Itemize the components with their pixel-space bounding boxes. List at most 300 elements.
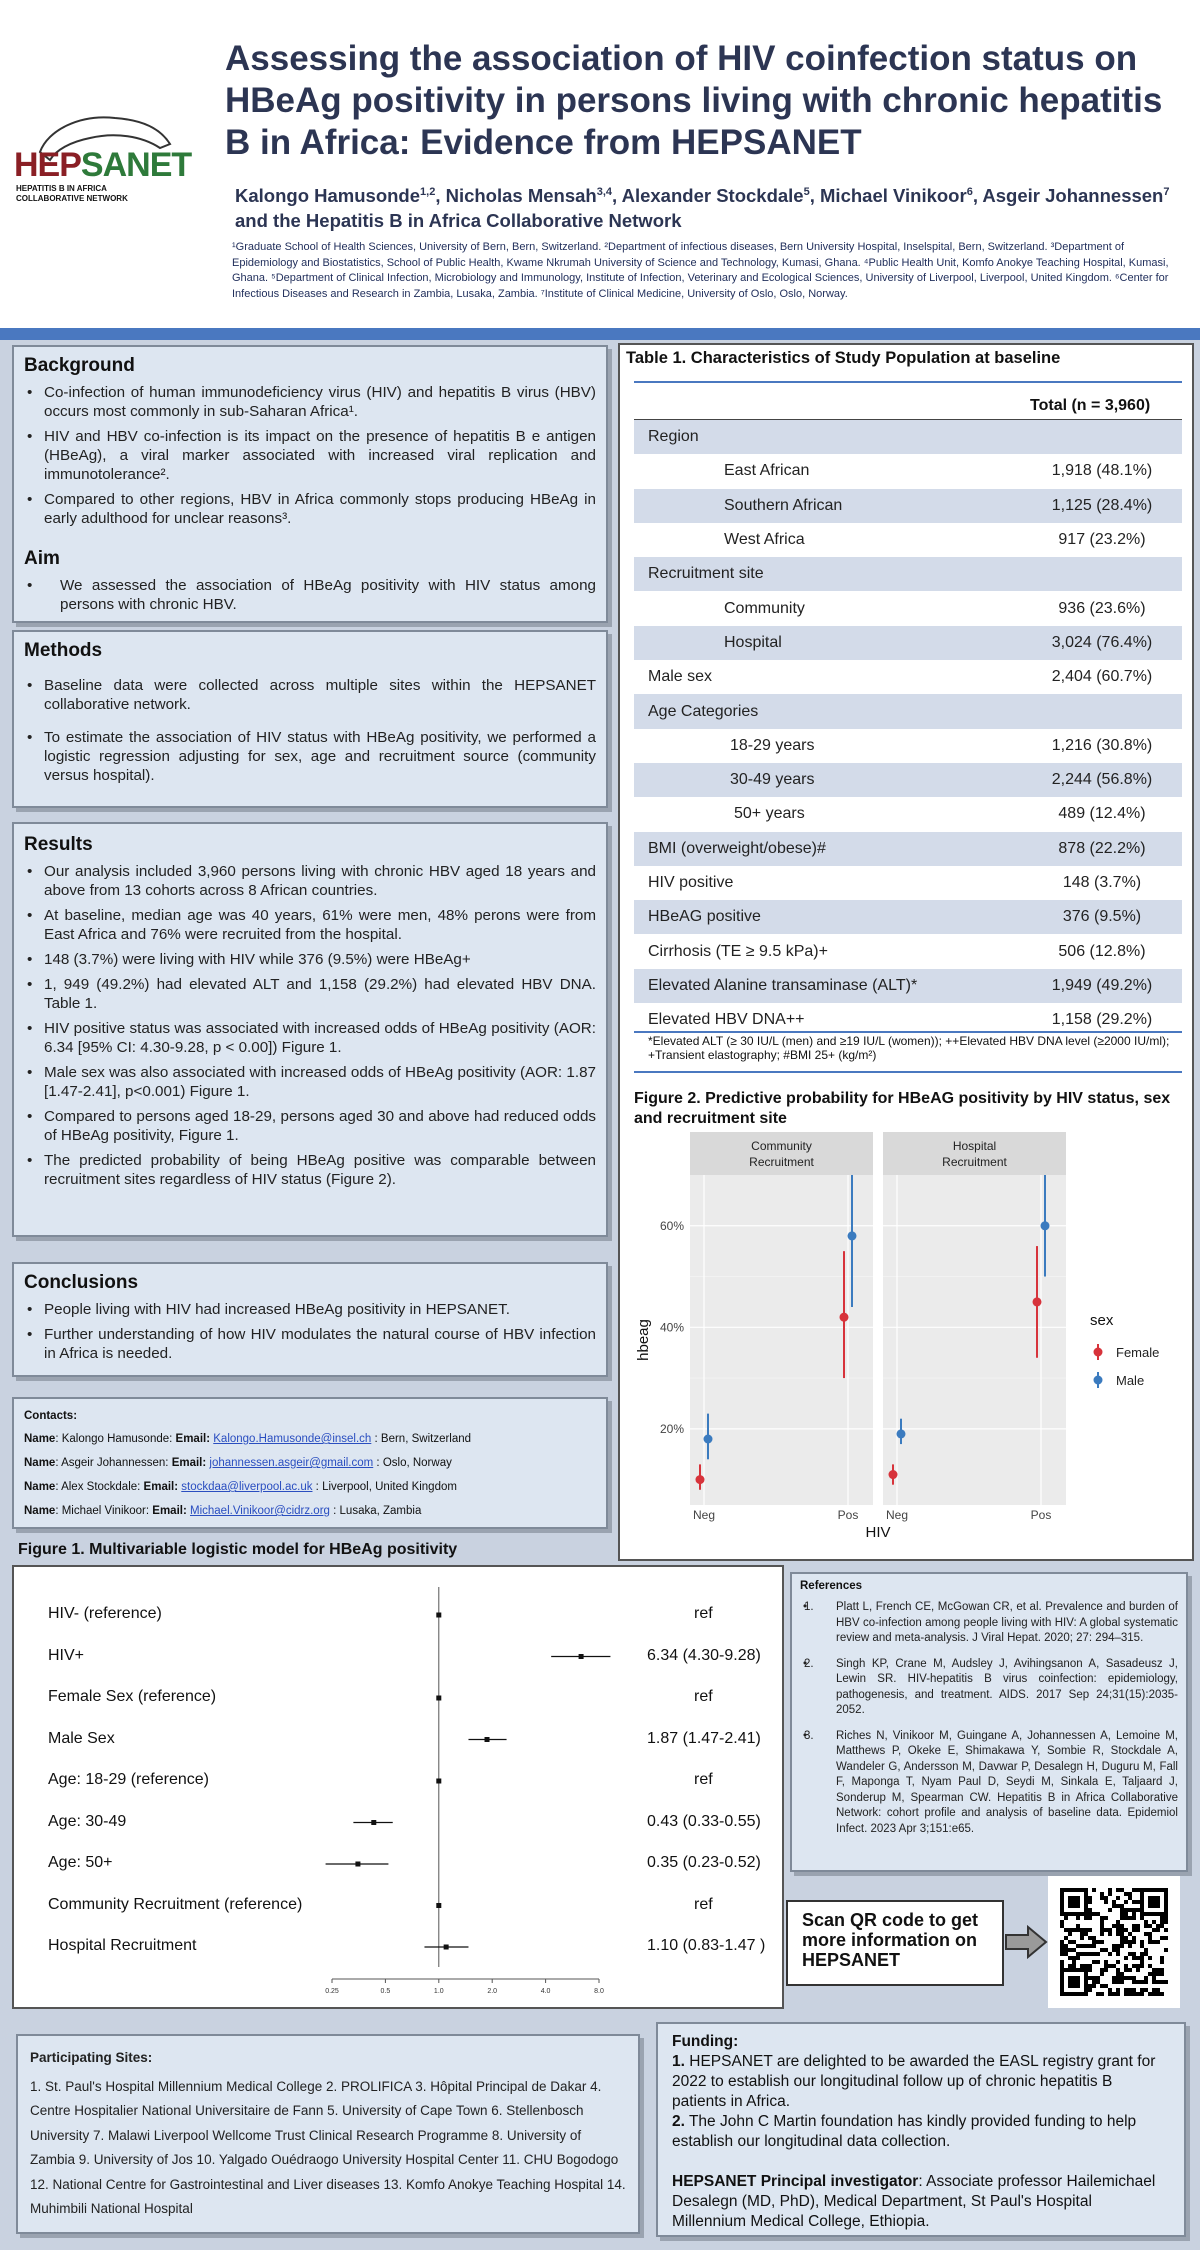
qr-module bbox=[1084, 1932, 1088, 1936]
methods-heading: Methods bbox=[24, 640, 103, 661]
table-row bbox=[634, 660, 1182, 694]
qr-module bbox=[1132, 1988, 1136, 1992]
facet-plot-area bbox=[690, 1175, 873, 1505]
qr-module bbox=[1160, 1980, 1164, 1984]
qr-module bbox=[1160, 1968, 1164, 1972]
qr-module bbox=[1132, 1924, 1136, 1928]
qr-module bbox=[1088, 1944, 1092, 1948]
qr-module bbox=[1152, 1972, 1156, 1976]
qr-module bbox=[1164, 1980, 1168, 1984]
table1-title: Table 1. Characteristics of Study Population at baseline bbox=[626, 349, 1061, 367]
qr-module bbox=[1144, 1988, 1148, 1992]
qr-module bbox=[1120, 1932, 1124, 1936]
qr-module bbox=[1068, 1940, 1072, 1944]
qr-module bbox=[1136, 1908, 1140, 1912]
qr-module bbox=[1124, 1956, 1128, 1960]
table-cell-value: 1,158 (29.2%) bbox=[1051, 1011, 1153, 1029]
qr-module bbox=[1148, 1972, 1152, 1976]
qr-module bbox=[1164, 1916, 1168, 1920]
odds-ratio-point bbox=[579, 1654, 584, 1659]
qr-module bbox=[1120, 1972, 1124, 1976]
list-item: • Our analysis included 3,960 persons living with chronic HBV aged 18 years and above from 13 cohorts across 8 African countries. bbox=[24, 862, 596, 900]
prob-point bbox=[696, 1475, 705, 1484]
qr-module bbox=[1128, 1976, 1132, 1980]
table1-footnote: *Elevated ALT (≥ 30 IU/L (men) and ≥19 IU/L (women)); ++Elevated HBV DNA level (≥2000 IU/ml); +Transient elastography; #BMI 25+ (kg/m²) bbox=[648, 1034, 1170, 1062]
qr-module bbox=[1060, 1964, 1064, 1968]
table1-footnote-rule bbox=[634, 1071, 1182, 1073]
table-row bbox=[634, 694, 1182, 728]
qr-module bbox=[1144, 1924, 1148, 1928]
qr-module bbox=[1112, 1976, 1116, 1980]
aim-heading: Aim bbox=[24, 548, 60, 569]
qr-module bbox=[1156, 1992, 1160, 1996]
qr-module bbox=[1068, 1964, 1072, 1968]
qr-module bbox=[1132, 1980, 1136, 1984]
row-label: HIV- (reference) bbox=[48, 1605, 162, 1622]
table-cell-value: 917 (23.2%) bbox=[1058, 531, 1146, 549]
table-cell-value: 506 (12.8%) bbox=[1058, 942, 1146, 960]
qr-module bbox=[1068, 1928, 1072, 1932]
qr-module bbox=[1096, 1960, 1100, 1964]
fig1-title: Figure 1. Multivariable logistic model for HBeAg positivity bbox=[18, 1541, 458, 1558]
qr-module bbox=[1144, 1932, 1148, 1936]
qr-module bbox=[1080, 1944, 1084, 1948]
qr-module bbox=[1164, 1920, 1168, 1924]
reference-item: • 3. Riches N, Vinikoor M, Guingane A, Johannessen A, Lemoine M, Matthews P, Okeke E, Shimakawa Y, Sombie R, Stockdale A, Wandeler G, Andersson M, Davwar P, Desalegn H, Duguru M, Fall F, Maponga T, Nyam Paul D, Seydi M, Sinkala E, Taljaard J, Sonderup M, Spearman CW. Hepatitis B in Africa Collaborative Network: cohort profile and analysis of baseline data. Epidemiol Infect. 2023 Apr 3;151:e65. bbox=[800, 1729, 1178, 1838]
qr-module bbox=[1120, 1940, 1124, 1944]
qr-module bbox=[1136, 1900, 1140, 1904]
odds-ratio-point bbox=[355, 1862, 360, 1867]
qr-module bbox=[1104, 1968, 1108, 1972]
qr-module bbox=[1080, 1936, 1084, 1940]
table-row bbox=[634, 557, 1182, 591]
qr-module bbox=[1060, 1944, 1064, 1948]
qr-module bbox=[1076, 1916, 1080, 1920]
qr-module bbox=[1140, 1988, 1144, 1992]
qr-module bbox=[1064, 1916, 1068, 1920]
qr-module bbox=[1128, 1896, 1132, 1900]
qr-code-icon bbox=[1060, 1888, 1168, 1996]
qr-module bbox=[1116, 1928, 1120, 1932]
qr-module bbox=[1156, 1924, 1160, 1928]
qr-module bbox=[1104, 1948, 1108, 1952]
qr-module bbox=[1124, 1964, 1128, 1968]
qr-module bbox=[1104, 1896, 1108, 1900]
qr-module bbox=[1136, 1992, 1140, 1996]
qr-module bbox=[1120, 1936, 1124, 1940]
qr-module bbox=[1096, 1980, 1100, 1984]
table-row bbox=[634, 420, 1182, 454]
contact-row: Name: Kalongo Hamusonde: Email: Kalongo.Hamusonde@insel.ch : Bern, Switzerland bbox=[24, 1433, 472, 1445]
qr-module bbox=[1088, 1896, 1092, 1900]
x-tick-label: 0.5 bbox=[380, 1988, 391, 1995]
qr-module bbox=[1120, 1916, 1124, 1920]
qr-module bbox=[1132, 1916, 1136, 1920]
email-link[interactable]: johannessen.asgeir@gmail.com bbox=[209, 1457, 374, 1469]
author-3-sup: 5 bbox=[803, 186, 810, 198]
table-cell-label: HBeAG positive bbox=[634, 900, 1022, 934]
qr-module bbox=[1116, 1980, 1120, 1984]
x-tick-label: 0.25 bbox=[325, 1988, 339, 1995]
methods-panel bbox=[12, 630, 608, 808]
qr-module bbox=[1132, 1992, 1136, 1996]
qr-module bbox=[1124, 1928, 1128, 1932]
prob-point bbox=[897, 1429, 906, 1438]
qr-module bbox=[1064, 1936, 1068, 1940]
table-cell-value bbox=[1022, 420, 1182, 454]
row-label: Male Sex bbox=[48, 1729, 115, 1747]
qr-module bbox=[1112, 1904, 1116, 1908]
list-item: • Co-infection of human immunodeficiency virus (HIV) and hepatitis B virus (HBV) occurs most commonly in sub-Saharan Africa¹. bbox=[24, 383, 596, 421]
qr-module bbox=[1108, 1988, 1112, 1992]
prob-point bbox=[889, 1470, 898, 1479]
qr-module bbox=[1084, 1944, 1088, 1948]
legend-title: sex bbox=[1090, 1312, 1114, 1329]
reference-item: • 1. Platt L, French CE, McGowan CR, et al. Prevalence and burden of HBV co-infection among people living with HIV: A global systematic review and meta-analysis. J Viral Hepat. 2020; 27: 294–315. bbox=[800, 1600, 1178, 1647]
qr-module bbox=[1128, 1916, 1132, 1920]
qr-module bbox=[1148, 1932, 1152, 1936]
table-row bbox=[634, 797, 1182, 831]
y-tick-label: 60% bbox=[659, 1218, 684, 1233]
list-item: • To estimate the association of HIV status with HBeAg positivity, we performed a logistic regression adjusting for sex, age and recruitment source (community versus hospital). bbox=[24, 728, 596, 785]
funding-heading: Funding: bbox=[672, 2033, 739, 2050]
qr-module bbox=[1084, 1928, 1088, 1932]
qr-module bbox=[1072, 1960, 1076, 1964]
qr-module bbox=[1092, 1960, 1096, 1964]
qr-module bbox=[1108, 1908, 1112, 1912]
table-cell-label: HIV positive bbox=[648, 874, 734, 891]
facet-title: Recruitment bbox=[942, 1155, 1007, 1169]
qr-module bbox=[1128, 1892, 1132, 1896]
qr-module bbox=[1088, 1964, 1092, 1968]
qr-module bbox=[1108, 1952, 1112, 1956]
row-estimate: ref bbox=[694, 1688, 713, 1705]
qr-module bbox=[1132, 1940, 1136, 1944]
logo-subtitle-2: COLLABORATIVE NETWORK bbox=[16, 194, 128, 203]
qr-module bbox=[1072, 1956, 1076, 1960]
qr-text: Scan QR code to get more information on HEPSANET bbox=[802, 1910, 979, 1970]
list-item: • People living with HIV had increased HBeAg positivity in HEPSANET. bbox=[24, 1300, 596, 1319]
qr-module bbox=[1120, 1888, 1124, 1892]
table-cell-value: 1,216 (30.8%) bbox=[1051, 736, 1153, 754]
qr-module bbox=[1124, 1916, 1128, 1920]
qr-module bbox=[1088, 1952, 1092, 1956]
author-5: , Asgeir Johannessen bbox=[972, 185, 1164, 207]
qr-module bbox=[1092, 1944, 1096, 1948]
qr-module bbox=[1124, 1936, 1128, 1940]
x-tick-label: 2.0 bbox=[487, 1988, 498, 1995]
prob-point bbox=[1041, 1221, 1050, 1230]
qr-module bbox=[1164, 1936, 1168, 1940]
qr-module bbox=[1076, 1956, 1080, 1960]
row-estimate: ref bbox=[694, 1605, 713, 1622]
qr-module bbox=[1160, 1992, 1164, 1996]
table-row bbox=[634, 934, 1182, 968]
table-row bbox=[634, 489, 1182, 523]
qr-module bbox=[1144, 1948, 1148, 1952]
qr-module bbox=[1136, 1956, 1140, 1960]
qr-module bbox=[1104, 1916, 1108, 1920]
qr-module bbox=[1080, 1952, 1084, 1956]
qr-module bbox=[1116, 1968, 1120, 1972]
qr-module bbox=[1128, 1952, 1132, 1956]
funding-panel bbox=[656, 2022, 1186, 2237]
qr-module bbox=[1104, 1964, 1108, 1968]
email-link[interactable]: Kalongo.Hamusonde@insel.ch bbox=[213, 1433, 372, 1445]
qr-module bbox=[1136, 1928, 1140, 1932]
qr-module bbox=[1132, 1928, 1136, 1932]
qr-module bbox=[1116, 1932, 1120, 1936]
qr-module bbox=[1080, 1964, 1084, 1968]
table-row bbox=[634, 900, 1182, 934]
table-cell-label: Male sex bbox=[648, 668, 713, 686]
table-cell-label: Elevated HBV DNA++ bbox=[648, 1011, 805, 1029]
participating-sites-panel bbox=[16, 2034, 640, 2234]
qr-module bbox=[1160, 1960, 1164, 1964]
x-tick-label: Neg bbox=[692, 1508, 716, 1522]
qr-module bbox=[1060, 1924, 1064, 1928]
odds-ratio-point bbox=[444, 1945, 449, 1950]
table-cell-label: 30-49 years bbox=[634, 763, 1022, 797]
legend-key bbox=[1094, 1376, 1103, 1385]
qr-module bbox=[1140, 1952, 1144, 1956]
qr-module bbox=[1108, 1888, 1112, 1892]
qr-module bbox=[1100, 1896, 1104, 1900]
row-label: Hospital Recruitment bbox=[48, 1937, 197, 1954]
qr-module bbox=[1088, 1928, 1092, 1932]
qr-module bbox=[1164, 1948, 1168, 1952]
qr-module bbox=[1060, 1960, 1064, 1964]
qr-module bbox=[1160, 1956, 1164, 1960]
qr-module bbox=[1096, 1912, 1100, 1916]
table-row bbox=[634, 729, 1182, 763]
odds-ratio-point bbox=[485, 1737, 490, 1742]
x-axis-label: HIV bbox=[865, 1524, 891, 1541]
table-cell-value: 1,949 (49.2%) bbox=[1022, 969, 1182, 1003]
qr-module bbox=[1120, 1980, 1124, 1984]
legend-label: Female bbox=[1116, 1345, 1160, 1360]
row-estimate: 1.87 (1.47-2.41) bbox=[647, 1729, 761, 1747]
results-panel bbox=[12, 822, 608, 1237]
qr-module bbox=[1092, 1980, 1096, 1984]
table-row bbox=[634, 591, 1182, 625]
qr-module bbox=[1108, 1892, 1112, 1896]
author-1-sup: 1,2 bbox=[420, 186, 436, 198]
prob-point bbox=[1033, 1297, 1042, 1306]
qr-module bbox=[1088, 1984, 1092, 1988]
author-4-sup: 6 bbox=[966, 186, 973, 198]
qr-module bbox=[1136, 1964, 1140, 1968]
conclusions-heading: Conclusions bbox=[24, 1272, 139, 1293]
table-cell-label: BMI (overweight/obese)# bbox=[634, 832, 1022, 866]
qr-module bbox=[1152, 1988, 1156, 1992]
header-divider bbox=[0, 328, 1200, 340]
table-row bbox=[634, 763, 1182, 797]
qr-module bbox=[1088, 1912, 1092, 1916]
qr-module bbox=[1156, 1968, 1160, 1972]
qr-module bbox=[1076, 1924, 1080, 1928]
qr-module bbox=[1148, 1964, 1152, 1968]
qr-module bbox=[1132, 1952, 1136, 1956]
odds-ratio-point bbox=[436, 1903, 441, 1908]
odds-ratio-point bbox=[436, 1696, 441, 1701]
x-tick-label: Pos bbox=[1030, 1508, 1052, 1522]
list-item: • HIV positive status was associated with increased odds of HBeAg positivity (AOR: 6.34 [95% CI: 4.30-9.28, p < 0.00]) Figure 1. bbox=[24, 1019, 596, 1057]
qr-module bbox=[1092, 1936, 1096, 1940]
table-cell-value: 3,024 (76.4%) bbox=[1022, 626, 1182, 660]
table-cell-value: 878 (22.2%) bbox=[1022, 832, 1182, 866]
qr-module bbox=[1076, 1944, 1080, 1948]
qr-module bbox=[1136, 1888, 1140, 1892]
background-panel bbox=[12, 345, 608, 623]
qr-module bbox=[1092, 1888, 1096, 1892]
qr-module bbox=[1132, 1936, 1136, 1940]
results-heading: Results bbox=[24, 834, 93, 855]
legend-label: Male bbox=[1116, 1373, 1145, 1388]
qr-module bbox=[1068, 1948, 1072, 1952]
list-item: • We assessed the association of HBeAg positivity with HIV status among persons with chronic HBV. bbox=[24, 576, 596, 614]
qr-module bbox=[1108, 1992, 1112, 1996]
qr-module bbox=[1100, 1940, 1104, 1944]
legend-key bbox=[1094, 1348, 1103, 1357]
references-heading: References bbox=[800, 1580, 863, 1592]
qr-module bbox=[1064, 1928, 1068, 1932]
author-3: , Alexander Stockdale bbox=[612, 185, 804, 207]
conclusions-panel bbox=[12, 1262, 608, 1377]
logo-subtitle-1: HEPATITIS B IN AFRICA bbox=[16, 184, 107, 193]
qr-module bbox=[1088, 1988, 1092, 1992]
list-item: • Further understanding of how HIV modulates the natural course of HBV infection in Africa is needed. bbox=[24, 1325, 596, 1363]
qr-module bbox=[1076, 1952, 1080, 1956]
qr-module bbox=[1124, 1908, 1128, 1912]
row-label: HIV+ bbox=[48, 1646, 85, 1664]
row-estimate: 0.35 (0.23-0.52) bbox=[647, 1854, 761, 1871]
qr-module bbox=[1064, 1952, 1068, 1956]
qr-module bbox=[1148, 1940, 1152, 1944]
list-item: • Baseline data were collected across multiple sites within the HEPSANET collaborative network. bbox=[24, 676, 596, 714]
table-row bbox=[634, 866, 1182, 900]
qr-module bbox=[1112, 1924, 1116, 1928]
qr-module bbox=[1132, 1912, 1136, 1916]
qr-module bbox=[1152, 1968, 1156, 1972]
x-tick-label: Pos bbox=[837, 1508, 859, 1522]
qr-module bbox=[1132, 1908, 1136, 1912]
qr-module bbox=[1064, 1948, 1068, 1952]
email-link[interactable]: Michael.Vinikoor@cidrz.org bbox=[190, 1505, 330, 1517]
qr-module bbox=[1060, 1920, 1064, 1924]
contacts-panel bbox=[12, 1397, 608, 1529]
x-tick-label: 4.0 bbox=[540, 1988, 551, 1995]
author-2-sup: 3,4 bbox=[596, 186, 613, 198]
qr-module bbox=[1104, 1928, 1108, 1932]
qr-module bbox=[1120, 1924, 1124, 1928]
row-estimate: 0.43 (0.33-0.55) bbox=[647, 1812, 761, 1830]
list-item: • At baseline, median age was 40 years, 61% were men, 48% perons were from East Africa and 76% were recruited from the hospital. bbox=[24, 906, 596, 944]
author-2: , Nicholas Mensah bbox=[435, 185, 597, 207]
qr-module bbox=[1140, 1964, 1144, 1968]
qr-code[interactable] bbox=[1048, 1876, 1180, 2008]
facet-title: Hospital bbox=[952, 1139, 997, 1153]
qr-module bbox=[1072, 1948, 1076, 1952]
qr-module bbox=[1100, 1932, 1104, 1936]
qr-module bbox=[1104, 1960, 1108, 1964]
qr-module bbox=[1108, 1932, 1112, 1936]
prob-point bbox=[704, 1435, 713, 1444]
row-label: Community Recruitment (reference) bbox=[48, 1895, 303, 1913]
x-tick-label: 1.0 bbox=[433, 1988, 444, 1995]
qr-module bbox=[1152, 1928, 1156, 1932]
fig1-panel bbox=[12, 1565, 784, 2009]
table-cell-value: 1,125 (28.4%) bbox=[1022, 489, 1182, 523]
odds-ratio-point bbox=[371, 1820, 376, 1825]
table-figure-panel bbox=[618, 343, 1194, 1561]
qr-module bbox=[1104, 1984, 1108, 1988]
qr-module bbox=[1092, 1952, 1096, 1956]
qr-module bbox=[1156, 1972, 1160, 1976]
qr-module bbox=[1096, 1952, 1100, 1956]
principal-investigator: HEPSANET Principal investigator: Associate professor Hailemichael Desalegn (MD, PhD), Medical Department, St Paul's Hospital Millennium Medical College, Ethiopia. bbox=[672, 2173, 1156, 2230]
qr-module bbox=[1120, 1928, 1124, 1932]
qr-module bbox=[1116, 1988, 1120, 1992]
qr-module bbox=[1132, 1900, 1136, 1904]
fig2-chart bbox=[620, 1130, 1190, 1560]
email-link[interactable]: stockdaa@liverpool.ac.uk bbox=[181, 1481, 313, 1493]
qr-module bbox=[1092, 1984, 1096, 1988]
qr-module bbox=[1064, 1944, 1068, 1948]
qr-module bbox=[1100, 1924, 1104, 1928]
qr-module bbox=[1124, 1892, 1128, 1896]
qr-module bbox=[1160, 1936, 1164, 1940]
qr-module bbox=[1096, 1976, 1100, 1980]
qr-module bbox=[1148, 1924, 1152, 1928]
row-estimate: 1.10 (0.83-1.47 ) bbox=[647, 1937, 766, 1954]
qr-module bbox=[1128, 1944, 1132, 1948]
qr-module bbox=[1116, 1920, 1120, 1924]
row-label: Age: 50+ bbox=[48, 1854, 113, 1871]
table-cell-value: 148 (3.7%) bbox=[1062, 874, 1142, 891]
x-tick-label: 8.0 bbox=[594, 1988, 604, 1995]
prob-point bbox=[848, 1231, 857, 1240]
qr-module bbox=[1072, 1940, 1076, 1944]
qr-module bbox=[1116, 1904, 1120, 1908]
poster-title: Assessing the association of HIV coinfection status on HBeAg positivity in persons living with chronic hepatitis B in Africa: Evidence from HEPSANET bbox=[225, 39, 1163, 162]
references-panel bbox=[790, 1572, 1188, 1872]
qr-module bbox=[1116, 1948, 1120, 1952]
qr-module bbox=[1116, 1944, 1120, 1948]
qr-module bbox=[1132, 1976, 1136, 1980]
qr-finder bbox=[1068, 1896, 1080, 1908]
qr-module bbox=[1100, 1992, 1104, 1996]
author-4: , Michael Vinikoor bbox=[809, 185, 967, 207]
qr-module bbox=[1160, 1972, 1164, 1976]
qr-module bbox=[1116, 1924, 1120, 1928]
qr-module bbox=[1128, 1940, 1132, 1944]
table-cell-label: West Africa bbox=[724, 531, 805, 549]
qr-module bbox=[1128, 1908, 1132, 1912]
qr-module bbox=[1120, 1904, 1124, 1908]
qr-module bbox=[1152, 1940, 1156, 1944]
affiliations: ¹Graduate School of Health Sciences, University of Bern, Bern, Switzerland. ²Department of infectious diseases, Bern University Hospital, Inselspital, Bern, Switzerland. ³Department of Epidemiology and Biostatistics, School of Public Health, Kwame Nkrumah University of Science and Technology, Kumasi, Ghana. ⁴Public Health Unit, Komfo Anokye Teaching Hospital, Kumasi, Ghana. ⁵Department of Clinical Infection, Microbiology and Immunology, Institute of Infection, Veterinary and Ecological Sciences, University of Liverpool, Liverpool, United Kingdom. ⁶Center for Infectious Diseases and Research in Zambia, Lusaka, Zambia. ⁷Institute of Clinical Medicine, University of Oslo, Oslo, Norway. bbox=[232, 241, 1169, 300]
qr-module bbox=[1088, 1936, 1092, 1940]
qr-module bbox=[1096, 1992, 1100, 1996]
facet-title: Community bbox=[751, 1139, 812, 1153]
row-label: Age: 30-49 bbox=[48, 1812, 127, 1830]
x-tick-label: Neg bbox=[885, 1508, 909, 1522]
qr-module bbox=[1132, 1956, 1136, 1960]
qr-module bbox=[1156, 1980, 1160, 1984]
qr-module bbox=[1136, 1924, 1140, 1928]
qr-module bbox=[1156, 1988, 1160, 1992]
